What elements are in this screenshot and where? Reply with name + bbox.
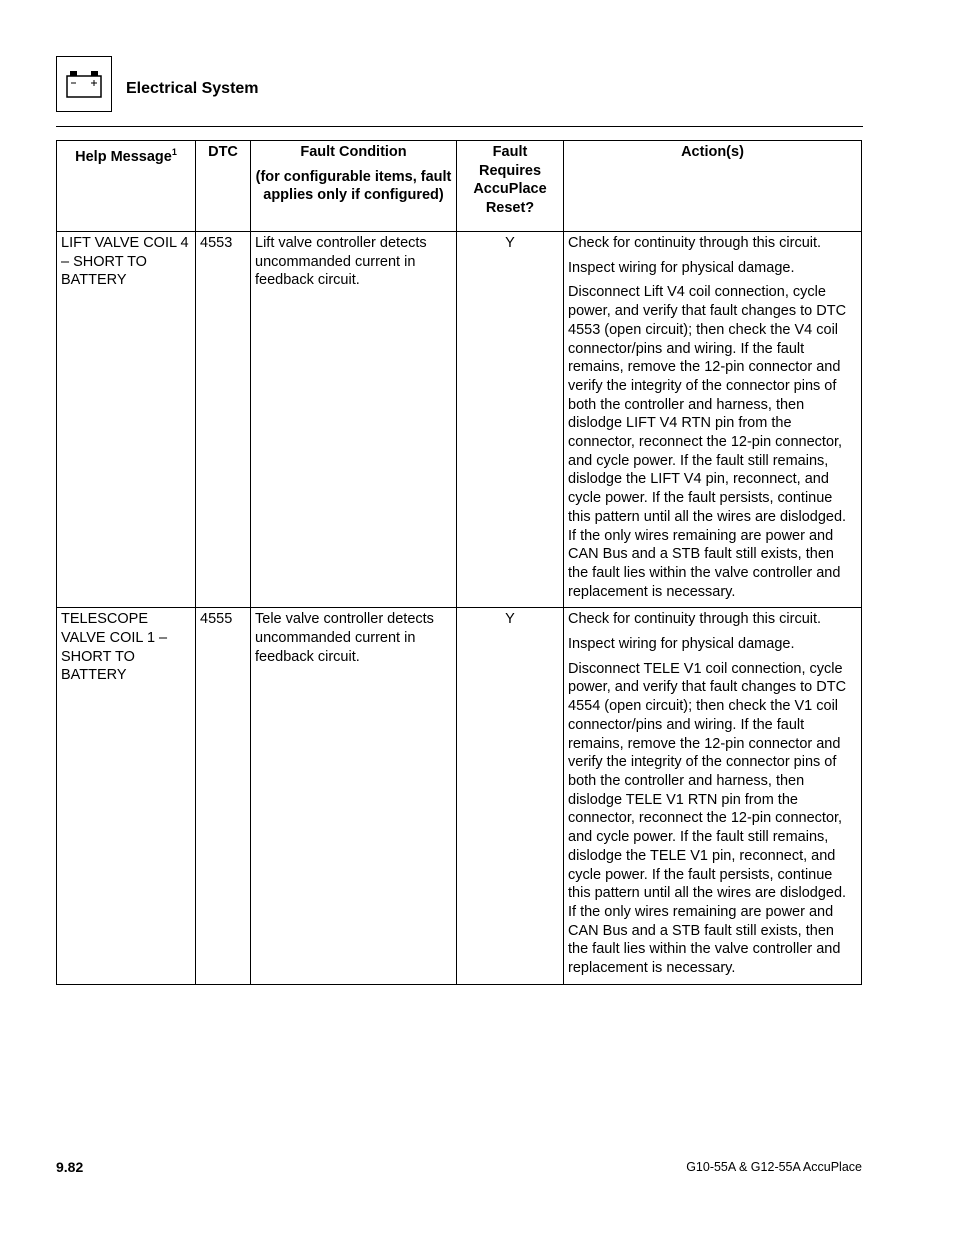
page-number: 9.82 (56, 1159, 84, 1175)
cell-dtc: 4553 (196, 232, 251, 608)
table-row (57, 608, 862, 984)
model-name: G10-55A & G12-55A AccuPlace (686, 1160, 862, 1174)
col-fault-condition: Fault Condition (for configurable items, fault applies only if configured) (251, 141, 457, 232)
cell-fault-condition: Tele valve controller detects uncommanded current in feedback circuit. (251, 608, 457, 984)
dtc-table (56, 140, 862, 985)
table-row (57, 232, 862, 608)
cell-fault-condition: Lift valve controller detects uncommanded current in feedback circuit. (251, 232, 457, 608)
action-item: Check for continuity through this circuit. (568, 611, 822, 628)
cell-reset: Y (457, 608, 564, 984)
col-help-message: Help Message$^1$ (57, 141, 196, 232)
action-item: Check for continuity through this circuit. (568, 235, 822, 251)
action-item: Disconnect Lift V4 coil connection, cycle power, and verify that fault changes to DTC 4553 (open circuit); then check the V4 coil connector/pins and wiring. If the fault remains, remove the 12-pin connector and verify the integrity of the connector pins of both the controller and harness, then dislodge LIFT V4 RTN pin from the connector, reconnect the 12-pin connector, and cycle power. If the fault still remains, dislodge the LIFT V4 pin, reconnect, and cycle power. If the fault persists, continue this pattern until all the wires are dislodged. If the only wires remaining are power and CAN Bus and a STB fault still exists, then the fault lies within the valve controller and replacement is necessary. (568, 284, 847, 600)
section-title: Electrical System (126, 80, 259, 97)
section-icon-box (56, 56, 112, 112)
col-reset: Fault Requires AccuPlace Reset? (457, 141, 564, 232)
table-header-row (57, 141, 862, 232)
action-item: Inspect wiring for physical damage. (568, 636, 795, 653)
col-fault-condition-note: (for configurable items, fault applies only if configured) (255, 168, 452, 204)
cell-reset: Y (457, 232, 564, 608)
battery-icon (65, 69, 103, 99)
cell-dtc: 4555 (196, 608, 251, 984)
action-item: Disconnect TELE V1 coil connection, cycle power, and verify that fault changes to DTC 4554 (open circuit); then check the V1 coil connector/pins and wiring. If the fault remains, remove the 12-pin connector and verify the integrity of the connector pins of both the controller and harness, then dislodge TELE V1 RTN pin from the connector, reconnect the 12-pin connector, and cycle power. If the fault still remains, dislodge the TELE V1 pin, reconnect, and cycle power. If the fault persists, continue this pattern until all the wires are dislodged. If the only wires remaining are power and CAN Bus and a STB fault still exists, then the fault lies within the valve controller and replacement is necessary. (568, 660, 847, 977)
col-dtc: DTC (196, 141, 251, 232)
cell-help-message: TELESCOPE VALVE COIL 1 – SHORT TO BATTERY (57, 608, 196, 984)
header-rule (56, 126, 863, 127)
action-item: Inspect wiring for physical damage. (568, 259, 795, 276)
cell-actions (564, 232, 862, 608)
cell-actions (564, 608, 862, 984)
cell-help-message: LIFT VALVE COIL 4 – SHORT TO BATTERY (57, 232, 196, 608)
col-actions: Action(s) (564, 141, 862, 232)
